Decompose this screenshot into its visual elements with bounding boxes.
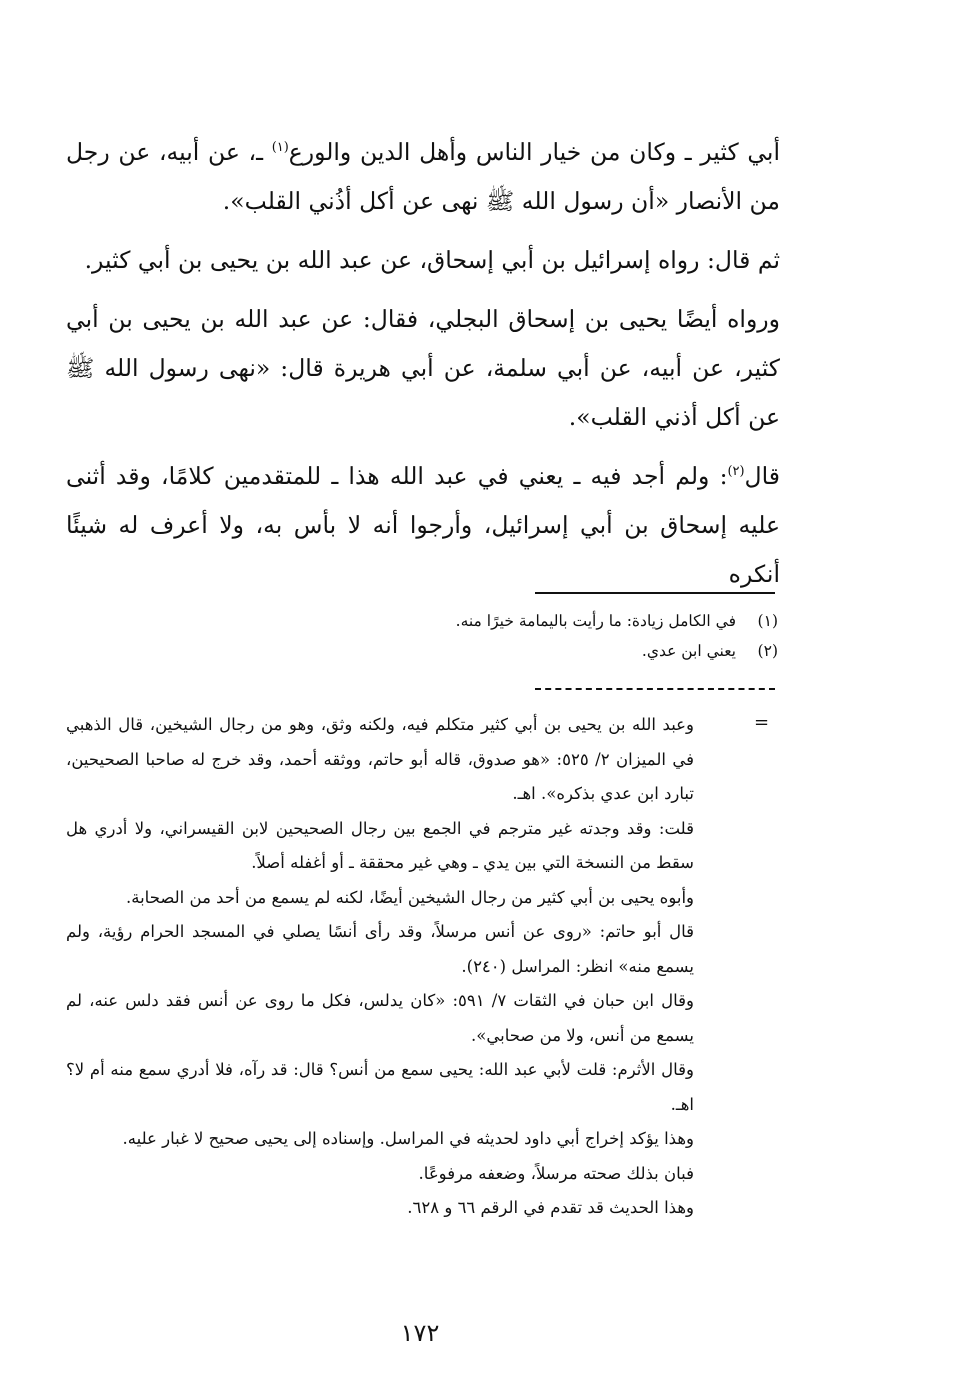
paragraph-text: ـ، عن أبيه، عن رجل من الأنصار «أن رسول الله ﷺ نهى عن أكل أذُني القلب».	[66, 138, 780, 215]
main-paragraph	[66, 128, 780, 226]
footnote-reference: (١)	[271, 140, 289, 156]
footnote-text: يعني ابن عدي.	[641, 642, 736, 660]
note-paragraph: وقال ابن حبان في الثقات ٧/ ٥٩١: «كان يدلس، فكل ما روى عن أنس فقد دلس عنه، لم يسمع من أنس، ولا من صحابي».	[66, 991, 694, 1045]
footnote-reference: (٢)	[727, 464, 745, 480]
paragraph-text: قال	[744, 462, 780, 490]
main-paragraph: ثم قال: رواه إسرائيل بن أبي إسحاق، عن عبد الله بن يحيى بن أبي كثير.	[84, 246, 780, 274]
footnote-item	[200, 636, 778, 666]
note-paragraph: وأبوه يحيى بن أبي كثير من رجال الشيخين أيضًا، لكنه لم يسمع من أحد من الصحابة.	[125, 887, 694, 907]
footnote-item	[200, 606, 778, 636]
note-paragraph: وهذا يؤكد إخراج أبي داود لحديثه في المراسل. وإسناده إلى يحيى صحيح لا غبار عليه.	[122, 1129, 694, 1148]
footnote-separator	[535, 592, 775, 594]
footnote-number: (١)	[757, 612, 778, 630]
continuation-marker: =	[754, 712, 770, 733]
main-text	[66, 128, 780, 609]
footnote-number: (٢)	[757, 642, 778, 660]
note-paragraph: وعبد الله بن يحيى بن أبي كثير متكلم فيه، ولكنه وثق، وهو من رجال الشيخين، قال الذهبي في الميزان ٢/ ٥٢٥: «هو صدوق، قاله أبو حاتم، ووثقه أحمد، وقد خرج له صاحبا الصحيحين، تبارد ابن عدي بذكره». اهـ.	[66, 715, 694, 803]
continuation-separator	[535, 688, 775, 690]
paragraph-text: أبي كثير ـ وكان من خيار الناس وأهل الدين والورع	[288, 138, 780, 166]
main-paragraph: ورواه أيضًا يحيى بن إسحاق البجلي، فقال: عن عبد الله بن يحيى بن أبي كثير، عن أبيه، عن أبي سلمة، عن أبي هريرة قال: «نهى رسول الله ﷺ عن أكل أذني القلب».	[66, 305, 780, 431]
note-paragraph: وهذا الحديث قد تقدم في الرقم ٦٦ و ٦٢٨.	[407, 1198, 694, 1217]
note-paragraph: قال أبو حاتم: «روى عن أنس مرسلاً، وقد رأى أنسًا يصلي في المسجد الحرام رؤية، ولم يسمع منه» انظر: المراسل (٢٤٠).	[66, 922, 694, 976]
footnote-text: في الكامل زيادة: ما رأيت باليمامة خيرًا منه.	[455, 612, 736, 630]
main-paragraph	[66, 452, 780, 599]
note-paragraph: وقال الأثرم: قلت لأبي عبد الله: يحيى سمع من أنس؟ قال: قد رآه، فلا أدري سمع منه أم لا؟ اهـ.	[66, 1060, 694, 1114]
note-paragraph: فبان بذلك صحته مرسلاً، وضعفه مرفوعًا.	[418, 1163, 694, 1183]
note-paragraph: قلت: وقد وجدته غير مترجم في الجمع بين رجال الصحيحين لابن القيسراني، ولا أدري هل سقط من النسخة التي بين يدي ـ وهي غير محققة ـ أو أغفله أصلاً.	[66, 818, 694, 872]
paragraph-text: : ولم أجد فيه ـ يعني في عبد الله هذا ـ للمتقدمين كلامًا، وقد أثنى عليه إسحاق بن أبي إسرائيل، وأرجوا أنه لا بأس به، ولا أعرف له شيئًا أنكره	[66, 462, 780, 588]
continued-footnote	[66, 708, 694, 1226]
page-number: ١٧٢	[400, 1319, 440, 1347]
footnotes	[200, 606, 778, 666]
